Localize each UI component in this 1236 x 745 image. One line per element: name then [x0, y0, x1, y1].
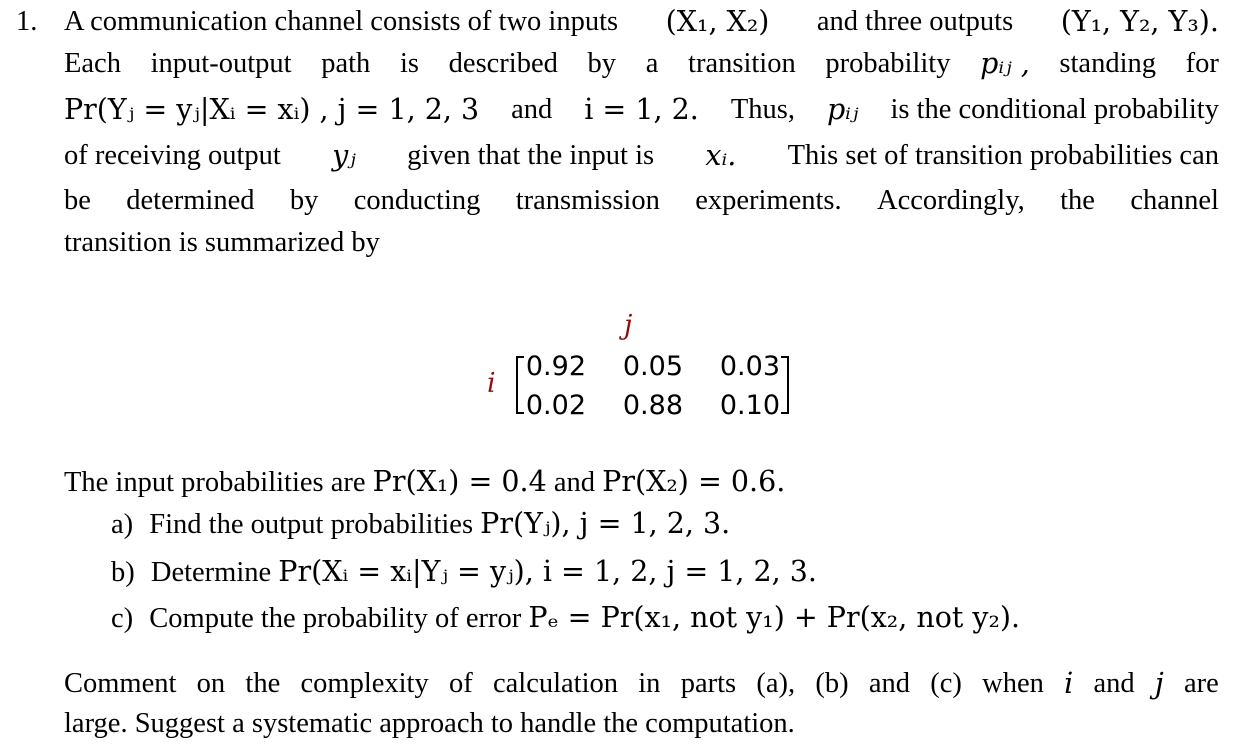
input-prob-expression: Pr(X₂) = 0.6. — [602, 465, 786, 498]
word: and — [553, 467, 596, 498]
matrix-cell: 0.03 — [719, 351, 780, 382]
word: a — [645, 48, 659, 79]
part-a — [111, 507, 731, 540]
part-expression: Pr(Yⱼ), j = 1, 2, 3. — [480, 507, 731, 540]
word: (c) — [930, 668, 962, 699]
part-text: Find the output probabilities — [149, 509, 474, 540]
part-text: Determine — [150, 557, 272, 588]
part-c — [111, 601, 1021, 634]
word: transmission — [515, 185, 660, 216]
word: experiments. — [695, 185, 842, 216]
part-expression: Pₑ = Pr(x₁, not y₁) + Pr(x₂, not y₂). — [528, 601, 1021, 634]
word: parts — [680, 668, 737, 699]
intro-text: of receiving output — [64, 140, 281, 171]
word: by — [587, 48, 617, 79]
word: on — [196, 668, 226, 699]
intro-line-5 — [64, 187, 1219, 216]
row-index-label: i — [487, 368, 496, 399]
word: for — [1185, 48, 1219, 79]
word: by — [289, 185, 319, 216]
comment-line-1 — [64, 667, 1219, 700]
word: is — [399, 48, 419, 79]
index-symbol: i — [1064, 667, 1074, 700]
word: transition — [688, 48, 796, 79]
input-prob-text: The input probabilities are — [64, 467, 366, 498]
transition-prob-symbol: pᵢⱼ , — [980, 47, 1030, 80]
word: of — [448, 668, 473, 699]
matrix-cell: 0.88 — [622, 390, 683, 421]
word: the — [245, 668, 281, 699]
intro-line-2 — [64, 47, 1219, 80]
word: channel — [1130, 185, 1219, 216]
input-prob-expression: Pr(X₁) = 0.4 — [372, 465, 547, 498]
outputs-expression: (Y₁, Y₂, Y₃). — [1060, 5, 1219, 38]
intro-line-1 — [64, 5, 1219, 38]
problem-number: 1. — [16, 6, 38, 37]
input-probabilities — [64, 465, 786, 498]
word: and — [1093, 668, 1135, 699]
column-index-label: j — [624, 310, 633, 341]
part-label: b) — [111, 557, 135, 588]
intro-text: is the conditional probability — [890, 94, 1219, 125]
matrix-right-bracket — [781, 356, 789, 414]
matrix-cell: 0.10 — [719, 390, 780, 421]
part-expression: Pr(Xᵢ = xᵢ|Yⱼ = yⱼ), i = 1, 2, j = 1, 2, 3. — [278, 555, 817, 588]
word: the — [1060, 185, 1095, 216]
part-b — [111, 555, 817, 588]
word: standing — [1059, 48, 1156, 79]
word: (a), — [756, 668, 796, 699]
conditional-prob-expression: Pr(Yⱼ = yⱼ|Xᵢ = xᵢ) , j = 1, 2, 3 — [64, 93, 480, 126]
word: when — [982, 668, 1044, 699]
comment-line-2: large. Suggest a systematic approach to handle the computation. — [64, 708, 795, 739]
intro-line-4 — [64, 139, 1219, 172]
part-text: Compute the probability of error — [149, 603, 522, 634]
intro-text: and three outputs — [816, 6, 1014, 37]
word: Thus, — [730, 94, 795, 125]
word: input-output — [150, 48, 292, 79]
input-symbol: xᵢ. — [705, 139, 737, 172]
word: described — [448, 48, 558, 79]
inputs-expression: (X₁, X₂) — [665, 5, 770, 38]
transition-prob-symbol: pᵢⱼ — [826, 93, 859, 126]
word: path — [321, 48, 371, 79]
part-label: c) — [111, 603, 134, 634]
matrix-cell: 0.02 — [525, 390, 586, 421]
word: (b) — [815, 668, 849, 699]
word: calculation — [492, 668, 619, 699]
word: complexity — [300, 668, 429, 699]
word: are — [1184, 668, 1219, 699]
word: and — [868, 668, 910, 699]
word: in — [638, 668, 661, 699]
word: Comment — [64, 668, 177, 699]
index-range-expression: i = 1, 2. — [584, 93, 699, 126]
intro-text: This set of transition probabilities can — [787, 140, 1219, 171]
part-label: a) — [111, 509, 134, 540]
word: Accordingly, — [877, 185, 1025, 216]
intro-line-6: transition is summarized by — [64, 227, 380, 258]
output-symbol: yⱼ — [332, 139, 356, 172]
word: conducting — [353, 185, 481, 216]
intro-text: A communication channel consists of two inputs — [64, 6, 619, 37]
word: probability — [825, 48, 951, 79]
word: be — [64, 185, 91, 216]
word: determined — [126, 185, 255, 216]
word: and — [511, 94, 553, 125]
matrix-cell: 0.05 — [622, 351, 683, 382]
index-symbol: j — [1154, 667, 1164, 700]
word: Each — [64, 48, 121, 79]
matrix-cell: 0.92 — [525, 351, 586, 382]
intro-text: given that the input is — [407, 140, 655, 171]
intro-line-3 — [64, 93, 1219, 126]
